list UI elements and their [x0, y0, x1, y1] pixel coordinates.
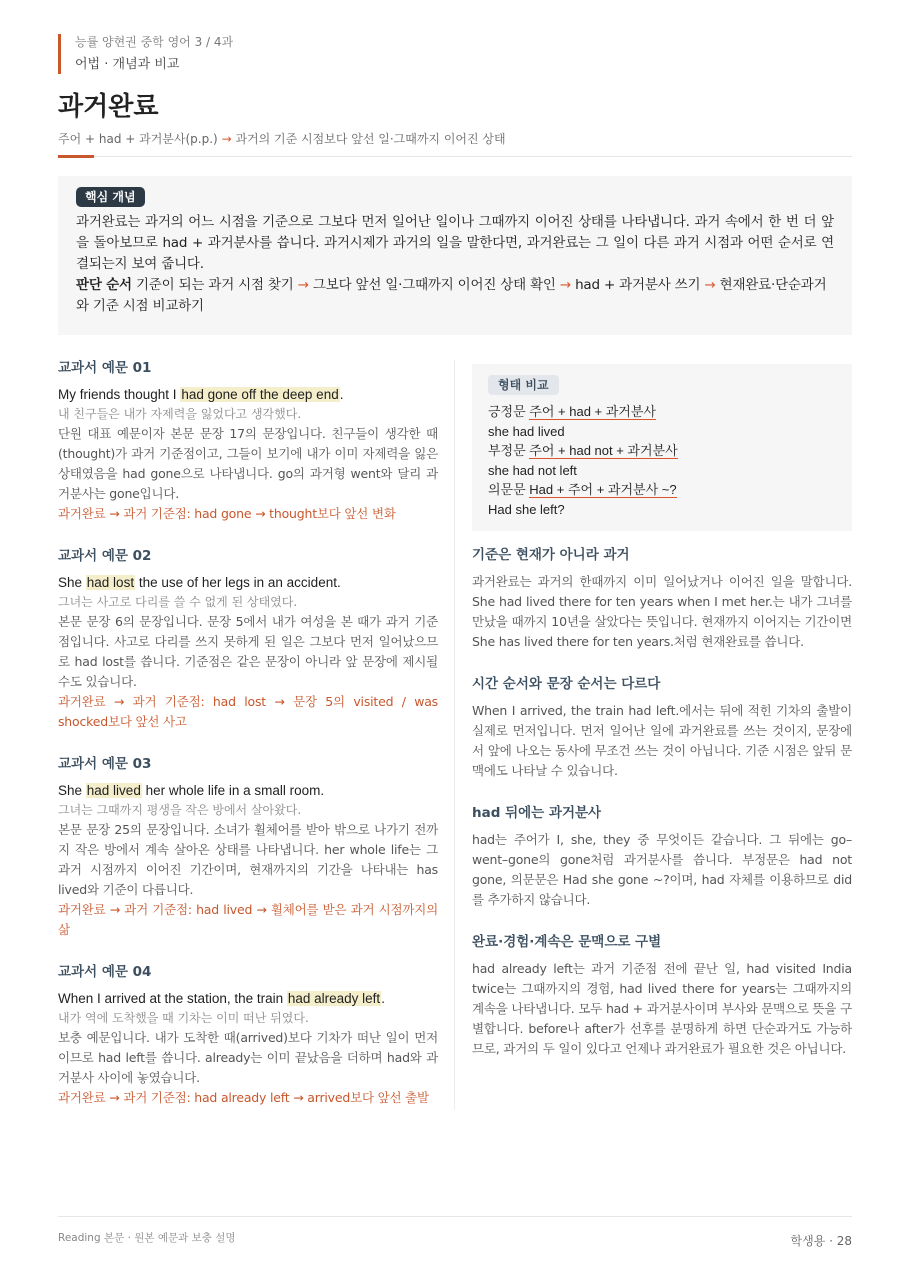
example-block — [58, 754, 438, 940]
form-pattern-question — [488, 480, 836, 500]
section-body: 과거완료는 과거의 한때까지 이미 일어났거나 이어진 일을 말합니다. She had lived there for ten years when I met her.는 내가 그녀를 만났을 때까지 10년을 살았다는 뜻입니다. 현재까지 이어지는 기간이면 She has lived there for ten years.처럼 현재완료를 씁니다. — [472, 574, 852, 649]
order-step: 그보다 앞선 일·그때까지 이어진 상태 확인 — [312, 277, 556, 293]
form-pattern: 주어 + had + 과거분사 — [529, 404, 656, 419]
explanation-section — [472, 545, 852, 652]
example-note: 과거완료 → 과거 기준점: had gone → thought보다 앞선 변화 — [58, 506, 396, 521]
sentence-text: the use of her legs in an accident. — [135, 575, 341, 590]
form-label: 부정문 — [488, 443, 530, 458]
title-divider — [58, 156, 852, 157]
example-translation: 내 친구들은 내가 자제력을 잃었다고 생각했다. — [58, 407, 302, 421]
example-explanation: 단원 대표 예문이자 본문 문장 17의 문장입니다. 친구들이 생각한 때(thought)가 과거 기준점이고, 그들이 보기에 내가 이미 자제력을 잃은 상태였음을 had gone으로 나타냅니다. go의 과거형 went와 달리 과거분사는 gone입니다. — [58, 426, 438, 501]
example-note: 과거완료 → 과거 기준점: had lost → 문장 5의 visited / was shocked보다 앞선 사고 — [58, 694, 438, 729]
example-heading: 교과서 예문 04 — [58, 964, 152, 980]
page-title: 과거완료 — [58, 92, 159, 122]
page — [58, 0, 852, 1287]
example-block — [58, 358, 438, 524]
sentence-text: She — [58, 783, 86, 798]
section-body: When I arrived, the train had left.에서는 뒤에 적힌 기차의 출발이 실제로 먼저입니다. 먼저 일어난 일에 과거완료를 쓰는 것이지, 문장에서 앞에 나오는 동사에 무조건 쓰는 것이 아닙니다. 기준 시점은 앞뒤 문맥에도 나타날 수 있습니다. — [472, 703, 852, 778]
example-heading: 교과서 예문 02 — [58, 548, 152, 564]
footer-divider — [58, 1216, 852, 1217]
form-pattern-negative — [488, 441, 836, 461]
form-example: Had she left? — [488, 501, 565, 517]
form-example: she had lived — [488, 423, 565, 439]
concept-badge: 핵심 개념 — [76, 187, 145, 207]
form-label: 긍정문 — [488, 404, 530, 419]
order-step: had + 과거분사 쓰기 — [575, 277, 701, 293]
highlight-verb: had lost — [86, 575, 135, 590]
section-body: had already left는 과거 기준점 전에 끝난 일, had visited India twice는 그때까지의 경험, had lived there for years는 그때까지의 계속을 나타냅니다. 모두 had + 과거분사이며 부사와 문맥으로 뜻을 구별합니다. before나 after가 선후를 분명하게 하면 단순과거도 가능하므로, 과거의 두 일이 있다고 언제나 과거완료가 필요한 것은 아닙니다. — [472, 961, 852, 1056]
formula-structure: 주어 + had + 과거분사(p.p.) — [58, 132, 218, 146]
form-pattern-affirmative — [488, 402, 836, 422]
example-sentence — [58, 781, 438, 801]
example-sentence — [58, 989, 438, 1009]
title-divider-accent — [58, 155, 94, 158]
explanation-section — [472, 803, 852, 910]
example-block — [58, 546, 438, 732]
form-pattern: 주어 + had not + 과거분사 — [529, 443, 678, 458]
form-example: she had not left — [488, 462, 577, 478]
form-comparison-box — [472, 364, 852, 531]
explanation-column — [472, 364, 852, 1081]
arrow-icon: → — [297, 277, 309, 293]
arrow-icon: → — [559, 277, 571, 293]
formula-meaning: 과거의 기준 시점보다 앞선 일·그때까지 이어진 상태 — [235, 132, 506, 146]
example-explanation: 보충 예문입니다. 내가 도착한 때(arrived)보다 기차가 떠난 일이 먼저이므로 had left를 씁니다. already는 이미 끝났음을 더하며 had와 과거분사 사이에 놓였습니다. — [58, 1030, 438, 1085]
form-pattern: Had + 주어 + 과거분사 ~? — [529, 482, 677, 497]
order-step: 현재완료·단순과거와 기준 시점 비교하기 — [76, 277, 827, 314]
order-step: 기준이 되는 과거 시점 찾기 — [135, 277, 294, 293]
sentence-text: . — [339, 387, 344, 402]
course-name: 능률 양현권 중학 영어 3 / 4과 — [75, 35, 234, 49]
section-heading: had 뒤에는 과거분사 — [472, 805, 602, 821]
example-translation: 그녀는 사고로 다리를 쓸 수 없게 된 상태였다. — [58, 595, 298, 609]
concept-box — [58, 176, 852, 335]
concept-body: 과거완료는 과거의 어느 시점을 기준으로 그보다 먼저 일어난 일이나 그때까지 이어진 상태를 나타냅니다. 과거 속에서 한 번 더 앞을 돌아보므로 had + 과거분사를 씁니다. 과거시제가 과거의 일을 말한다면, 과거완료는 그 일이 다른 과거 시점과 어떤 순서로 연결되는지 보여 줍니다. — [76, 214, 834, 272]
example-note: 과거완료 → 과거 기준점: had already left → arrived보다 앞선 출발 — [58, 1090, 429, 1105]
highlight-verb: had already left — [287, 991, 381, 1006]
example-note: 과거완료 → 과거 기준점: had lived → 휠체어를 받은 과거 시점까지의 삶 — [58, 902, 438, 937]
section-heading: 시간 순서와 문장 순서는 다르다 — [472, 676, 661, 692]
example-translation: 그녀는 그때까지 평생을 작은 방에서 살아왔다. — [58, 803, 302, 817]
example-block — [58, 962, 438, 1108]
decision-order-label: 판단 순서 — [76, 277, 132, 293]
explanation-section — [472, 932, 852, 1059]
running-header — [58, 34, 233, 74]
example-heading: 교과서 예문 01 — [58, 360, 152, 376]
examples-column — [58, 358, 438, 1130]
form-label: 의문문 — [488, 482, 530, 497]
formula-line — [58, 130, 506, 147]
form-comparison-badge: 형태 비교 — [488, 375, 559, 395]
sentence-text: She — [58, 575, 86, 590]
example-heading: 교과서 예문 03 — [58, 756, 152, 772]
section-heading: 기준은 현재가 아니라 과거 — [472, 547, 630, 563]
arrow-icon: → — [221, 132, 232, 146]
explanation-section — [472, 674, 852, 781]
example-explanation: 본문 문장 6의 문장입니다. 문장 5에서 내가 여성을 본 때가 과거 기준점입니다. 사고로 다리를 쓰지 못하게 된 일은 그보다 먼저 일어났으므로 had lost를 씁니다. 기준점은 같은 문장이 아니라 앞 문장에 제시될 수도 있습니다. — [58, 614, 438, 689]
decision-order — [76, 275, 834, 317]
highlight-verb: had gone off the deep end — [181, 387, 339, 402]
highlight-verb: had lived — [86, 783, 141, 798]
page-number: 학생용 · 28 — [790, 1234, 852, 1248]
unit-name: 어법 · 개념과 비교 — [75, 57, 180, 72]
column-divider — [454, 360, 455, 1110]
example-explanation: 본문 문장 25의 문장입니다. 소녀가 휠체어를 받아 밖으로 나가기 전까지 작은 방에서 계속 살아온 상태를 나타냅니다. her whole life는 그 과거 시점까지 이어진 기간이며, 현재까지의 기간을 나타내는 has lived와 기준이 다릅니다. — [58, 822, 438, 897]
sentence-text: When I arrived at the station, the train — [58, 991, 287, 1006]
arrow-icon: → — [704, 277, 716, 293]
sentence-text: My friends thought I — [58, 387, 181, 402]
example-translation: 내가 역에 도착했을 때 기차는 이미 떠난 뒤였다. — [58, 1011, 309, 1025]
section-heading: 완료·경험·계속은 문맥으로 구별 — [472, 934, 662, 950]
example-sentence — [58, 573, 438, 593]
sentence-text: her whole life in a small room. — [141, 783, 325, 798]
footer-source: Reading 본문 · 원본 예문과 보충 설명 — [58, 1232, 236, 1244]
example-sentence — [58, 385, 438, 405]
section-body: had는 주어가 I, she, they 중 무엇이든 같습니다. 그 뒤에는 go–went–gone의 gone처럼 과거분사를 씁니다. 부정문은 had not gone, 의문문은 Had she gone ~?이며, had 자체를 이용하므로 did를 추가하지 않습니다. — [472, 832, 852, 907]
sentence-text: . — [381, 991, 385, 1006]
